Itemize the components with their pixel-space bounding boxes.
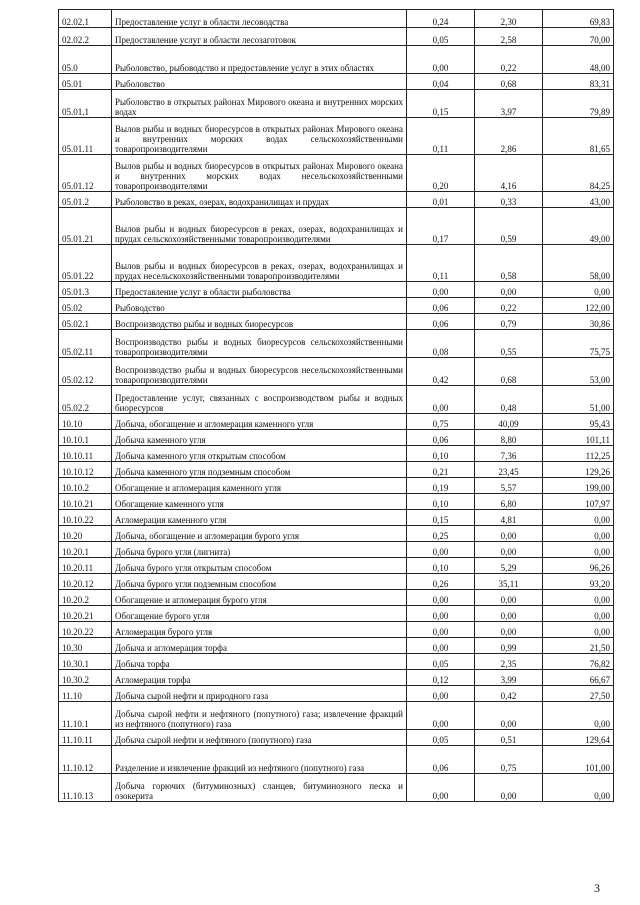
row-value-3: 43,00 [543,192,614,208]
row-name: Обогащение бурого угля [112,606,407,622]
row-value-2: 0,22 [475,46,543,74]
row-name: Добыча бурого угля подземным способом [112,574,407,590]
row-value-1: 0,15 [407,90,475,118]
row-name: Обогащение каменного угля [112,494,407,510]
row-value-2: 3,97 [475,90,543,118]
table-row [59,245,614,282]
row-value-2: 0,99 [475,638,543,654]
row-value-2: 4,16 [475,155,543,192]
row-value-1: 0,06 [407,430,475,446]
row-value-3: 76,82 [543,654,614,670]
row-value-1: 0,00 [407,638,475,654]
table-row [59,590,614,606]
row-value-2: 8,80 [475,430,543,446]
row-value-1: 0,08 [407,330,475,358]
row-code: 05.01.1 [59,90,112,118]
row-value-3: 70,00 [543,28,614,46]
row-name: Добыча, обогащение и агломерация каменного угля [112,414,407,430]
row-value-2: 7,36 [475,446,543,462]
row-value-3: 101,00 [543,746,614,774]
row-value-1: 0,00 [407,774,475,802]
table-row [59,510,614,526]
row-value-1: 0,00 [407,686,475,702]
row-name: Добыча, обогащение и агломерация бурого угля [112,526,407,542]
row-name: Вылов рыбы и водных биоресурсов в реках, озерах, водохранилищах и прудах несельскохозяйственными товаропроизводителями [112,245,407,282]
table-row [59,746,614,774]
row-value-2: 0,48 [475,386,543,414]
table-row [59,670,614,686]
table-row [59,526,614,542]
table-row [59,298,614,314]
row-name: Рыболовство, рыбоводство и предоставление услуг в этих областях [112,46,407,74]
row-name: Вылов рыбы и водных биоресурсов в реках, озерах, водохранилищах и прудах сельскохозяйственными товаропроизводителями [112,208,407,245]
table-row [59,414,614,430]
row-value-3: 93,20 [543,574,614,590]
row-value-2: 0,51 [475,730,543,746]
row-value-3: 107,97 [543,494,614,510]
row-value-2: 2,58 [475,28,543,46]
row-value-1: 0,26 [407,574,475,590]
row-value-1: 0,06 [407,314,475,330]
row-value-3: 95,43 [543,414,614,430]
row-code: 05.01.21 [59,208,112,245]
row-value-3: 79,89 [543,90,614,118]
table-row [59,446,614,462]
table-row [59,622,614,638]
row-code: 02.02.2 [59,28,112,46]
row-name: Агломерация бурого угля [112,622,407,638]
row-value-1: 0,06 [407,746,475,774]
table-row [59,774,614,802]
row-code: 11.10.12 [59,746,112,774]
row-code: 10.10.21 [59,494,112,510]
table-row [59,28,614,46]
table-row [59,330,614,358]
row-value-2: 0,00 [475,774,543,802]
row-value-3: 53,00 [543,358,614,386]
row-value-2: 0,00 [475,590,543,606]
row-value-1: 0,05 [407,28,475,46]
row-value-2: 35,11 [475,574,543,590]
table-row [59,155,614,192]
row-value-1: 0,00 [407,590,475,606]
row-value-2: 0,00 [475,526,543,542]
row-code: 05.02.1 [59,314,112,330]
row-value-3: 83,31 [543,74,614,90]
row-name: Добыча и агломерация торфа [112,638,407,654]
table-row [59,282,614,298]
row-value-2: 2,86 [475,118,543,155]
row-value-1: 0,25 [407,526,475,542]
row-value-2: 0,58 [475,245,543,282]
row-value-2: 0,55 [475,330,543,358]
row-code: 05.0 [59,46,112,74]
row-code: 10.20.2 [59,590,112,606]
row-name: Воспроизводство рыбы и водных биоресурсов несельскохозяйственными товаропроизводителями [112,358,407,386]
row-name: Добыча сырой нефти и нефтяного (попутного) газа; извлечение фракций из нефтяного (попутного) газа [112,702,407,730]
row-value-3: 0,00 [543,526,614,542]
row-value-3: 48,00 [543,46,614,74]
row-value-2: 0,33 [475,192,543,208]
table-row [59,654,614,670]
row-value-2: 40,09 [475,414,543,430]
row-value-2: 6,80 [475,494,543,510]
row-code: 10.20.1 [59,542,112,558]
row-value-1: 0,06 [407,298,475,314]
row-name: Агломерация торфа [112,670,407,686]
row-name: Добыча бурого угля открытым способом [112,558,407,574]
table-row [59,358,614,386]
row-name: Предоставление услуг в области лесозаготовок [112,28,407,46]
row-code: 05.01.2 [59,192,112,208]
table-row [59,478,614,494]
row-name: Добыча сырой нефти и нефтяного (попутного) газа [112,730,407,746]
row-value-1: 0,00 [407,702,475,730]
table-row [59,208,614,245]
row-code: 11.10.1 [59,702,112,730]
table-row [59,430,614,446]
row-name: Воспроизводство рыбы и водных биоресурсов [112,314,407,330]
row-value-3: 96,26 [543,558,614,574]
row-name: Добыча торфа [112,654,407,670]
row-value-3: 0,00 [543,774,614,802]
row-code: 05.01.12 [59,155,112,192]
row-value-1: 0,42 [407,358,475,386]
row-code: 02.02.1 [59,10,112,28]
row-value-1: 0,10 [407,494,475,510]
row-value-2: 3,99 [475,670,543,686]
row-value-1: 0,04 [407,74,475,90]
row-name: Обогащение и агломерация бурого угля [112,590,407,606]
row-value-1: 0,20 [407,155,475,192]
row-value-3: 84,25 [543,155,614,192]
row-value-1: 0,15 [407,510,475,526]
row-value-2: 2,30 [475,10,543,28]
row-value-1: 0,17 [407,208,475,245]
row-value-1: 0,00 [407,282,475,298]
table-row [59,386,614,414]
table-row [59,314,614,330]
row-code: 10.10.12 [59,462,112,478]
row-name: Добыча бурого угля (лигнита) [112,542,407,558]
row-name: Предоставление услуг, связанных с воспроизводством рыбы и водных биоресурсов [112,386,407,414]
row-value-1: 0,10 [407,558,475,574]
row-value-3: 0,00 [543,542,614,558]
row-value-3: 122,00 [543,298,614,314]
row-value-1: 0,12 [407,670,475,686]
row-value-3: 66,67 [543,670,614,686]
row-value-2: 5,29 [475,558,543,574]
row-value-1: 0,11 [407,118,475,155]
row-name: Агломерация каменного угля [112,510,407,526]
row-value-1: 0,21 [407,462,475,478]
row-value-3: 199,00 [543,478,614,494]
row-name: Рыбоводство [112,298,407,314]
row-value-2: 0,22 [475,298,543,314]
row-value-3: 69,83 [543,10,614,28]
table-row [59,606,614,622]
row-value-2: 4,81 [475,510,543,526]
row-code: 05.02.2 [59,386,112,414]
row-name: Добыча каменного угля подземным способом [112,462,407,478]
table-row [59,46,614,74]
row-code: 05.02.12 [59,358,112,386]
row-value-1: 0,11 [407,245,475,282]
row-name: Рыболовство в реках, озерах, водохранилищах и прудах [112,192,407,208]
row-code: 10.20 [59,526,112,542]
table-body [59,10,614,802]
row-name: Разделение и извлечение фракций из нефтяного (попутного) газа [112,746,407,774]
row-name: Предоставление услуг в области лесоводства [112,10,407,28]
row-code: 10.20.22 [59,622,112,638]
row-value-1: 0,19 [407,478,475,494]
table-row [59,730,614,746]
row-value-1: 0,00 [407,606,475,622]
row-value-3: 58,00 [543,245,614,282]
row-code: 10.30.2 [59,670,112,686]
row-code: 10.10.22 [59,510,112,526]
row-name: Добыча сырой нефти и природного газа [112,686,407,702]
row-value-1: 0,05 [407,730,475,746]
row-name: Добыча каменного угля [112,430,407,446]
row-value-2: 0,42 [475,686,543,702]
row-name: Добыча горючих (битуминозных) сланцев, битуминозного песка и озокерита [112,774,407,802]
table-row [59,74,614,90]
row-value-2: 0,00 [475,702,543,730]
row-value-3: 0,00 [543,622,614,638]
row-code: 11.10 [59,686,112,702]
table-row [59,702,614,730]
row-value-3: 129,64 [543,730,614,746]
row-code: 10.10.1 [59,430,112,446]
table-row [59,686,614,702]
row-name: Вылов рыбы и водных биоресурсов в открытых районах Мирового океана и внутренних морских водах несельскохозяйственными товаропроизводителями [112,155,407,192]
row-value-1: 0,00 [407,622,475,638]
row-value-3: 0,00 [543,282,614,298]
row-value-2: 0,68 [475,74,543,90]
row-code: 10.30 [59,638,112,654]
table-row [59,90,614,118]
table-row [59,638,614,654]
row-value-2: 0,59 [475,208,543,245]
table-row [59,192,614,208]
row-code: 10.10.11 [59,446,112,462]
table-row [59,118,614,155]
row-value-3: 129,26 [543,462,614,478]
row-value-3: 0,00 [543,606,614,622]
row-value-1: 0,00 [407,46,475,74]
row-name: Рыболовство в открытых районах Мирового океана и внутренних морских водах [112,90,407,118]
row-code: 05.01.22 [59,245,112,282]
table-row [59,542,614,558]
table-row [59,558,614,574]
row-value-1: 0,24 [407,10,475,28]
row-value-2: 23,45 [475,462,543,478]
row-value-2: 0,00 [475,282,543,298]
row-code: 11.10.13 [59,774,112,802]
row-code: 10.20.21 [59,606,112,622]
row-value-2: 0,00 [475,606,543,622]
row-code: 10.20.11 [59,558,112,574]
row-code: 10.10.2 [59,478,112,494]
row-value-1: 0,00 [407,542,475,558]
data-table [58,9,614,802]
row-value-2: 0,00 [475,542,543,558]
table-row [59,10,614,28]
row-name: Вылов рыбы и водных биоресурсов в открытых районах Мирового океана и внутренних морских водах сельскохозяйственными товаропроизводителями [112,118,407,155]
row-value-2: 0,68 [475,358,543,386]
row-value-1: 0,10 [407,446,475,462]
row-value-3: 30,86 [543,314,614,330]
row-code: 05.01.11 [59,118,112,155]
row-code: 05.02.11 [59,330,112,358]
row-value-3: 21,50 [543,638,614,654]
row-value-3: 0,00 [543,590,614,606]
row-code: 10.30.1 [59,654,112,670]
row-name: Предоставление услуг в области рыболовства [112,282,407,298]
row-value-2: 0,79 [475,314,543,330]
page-number: 3 [594,881,600,895]
row-value-3: 112,25 [543,446,614,462]
row-value-2: 2,35 [475,654,543,670]
row-code: 10.20.12 [59,574,112,590]
row-value-3: 51,00 [543,386,614,414]
row-code: 05.01 [59,74,112,90]
row-value-1: 0,75 [407,414,475,430]
row-value-1: 0,01 [407,192,475,208]
table-row [59,574,614,590]
row-code: 10.10 [59,414,112,430]
row-value-2: 0,00 [475,622,543,638]
row-value-3: 27,50 [543,686,614,702]
table-row [59,494,614,510]
row-name: Рыболовство [112,74,407,90]
row-value-1: 0,05 [407,654,475,670]
row-value-3: 0,00 [543,510,614,526]
row-code: 11.10.11 [59,730,112,746]
row-value-3: 75,75 [543,330,614,358]
row-value-2: 5,57 [475,478,543,494]
row-value-1: 0,00 [407,386,475,414]
row-value-3: 101,11 [543,430,614,446]
row-name: Обогащение и агломерация каменного угля [112,478,407,494]
row-value-2: 0,75 [475,746,543,774]
row-name: Добыча каменного угля открытым способом [112,446,407,462]
table-row [59,462,614,478]
row-name: Воспроизводство рыбы и водных биоресурсов сельскохозяйственными товаропроизводителями [112,330,407,358]
row-value-3: 0,00 [543,702,614,730]
row-code: 05.02 [59,298,112,314]
row-value-3: 49,00 [543,208,614,245]
row-value-3: 81,65 [543,118,614,155]
row-code: 05.01.3 [59,282,112,298]
